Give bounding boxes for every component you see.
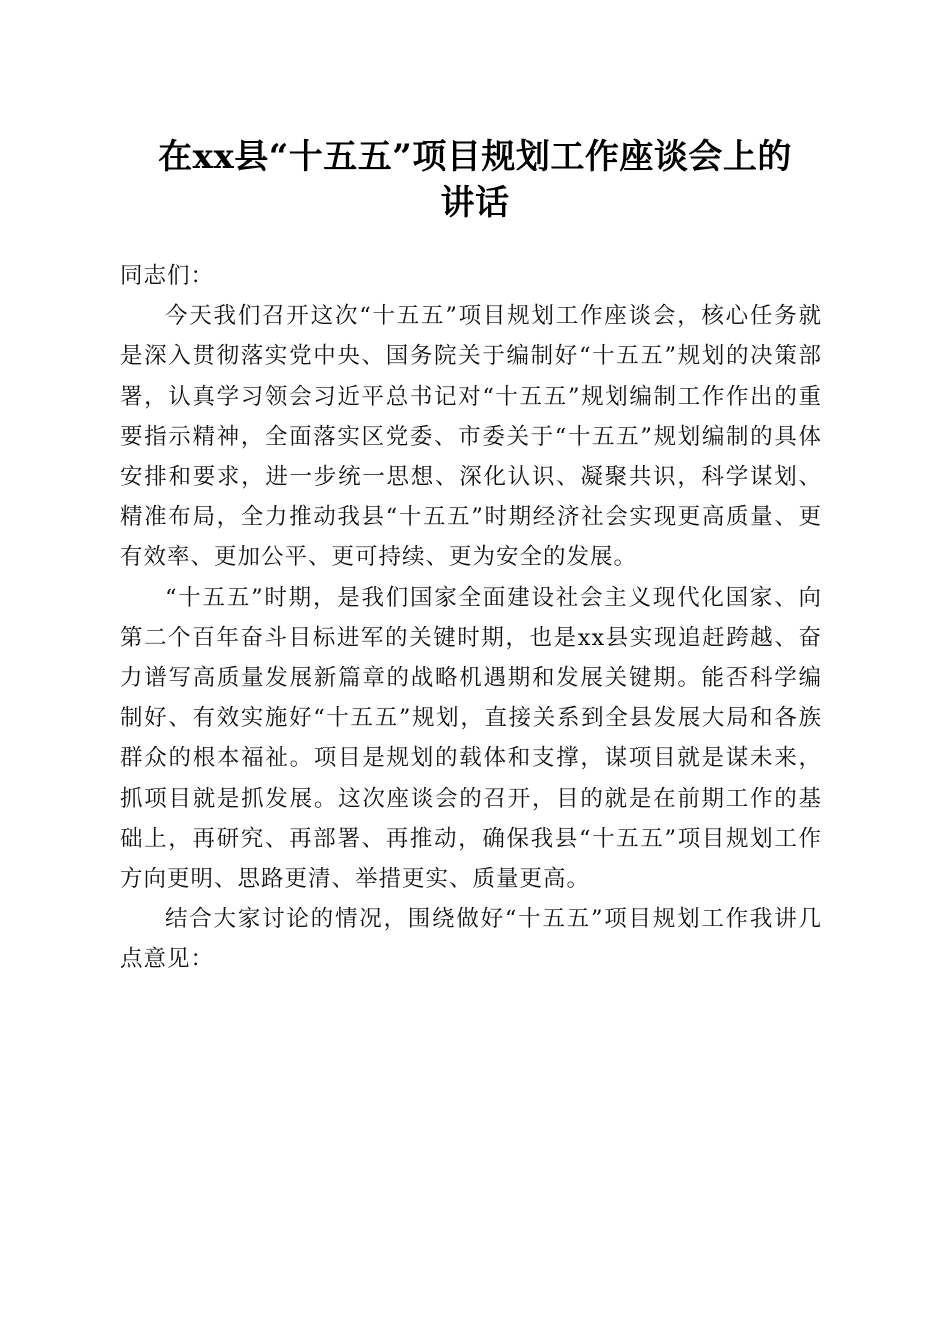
title-line-1: 在xx县“十五五”项目规划工作座谈会上的 [158,137,792,177]
document-body [120,256,822,980]
paragraph-1: 今天我们召开这次“十五五”项目规划工作座谈会，核心任务就是深入贯彻落实党中央、国务院关于编制好“十五五”规划的决策部署，认真学习领会习近平总书记对“十五五”规划编制工作作出的重要指示精神，全面落实区党委、市委关于“十五五”规划编制的具体安排和要求，进一步统一思想、深化认识、凝聚共识，科学谋划、精准布局，全力推动我县“十五五”时期经济社会实现更高质量、更有效率、更加公平、更可持续、更为安全的发展。 [120,303,822,571]
document-title [110,134,840,226]
salutation: 同志们： [120,263,215,289]
title-line-2: 讲话 [440,183,510,223]
paragraph-3: 结合大家讨论的情况，围绕做好“十五五”项目规划工作我讲几点意见： [120,906,822,973]
paragraph-2: “十五五”时期，是我们国家全面建设社会主义现代化国家、向第二个百年奋斗目标进军的关键时期，也是xx县实现追赶跨越、奋力谱写高质量发展新篇章的战略机遇期和发展关键期。能否科学编制好、有效实施好“十五五”规划，直接关系到全县发展大局和各族群众的根本福祉。项目是规划的载体和支撑，谋项目就是谋未来，抓项目就是抓发展。这次座谈会的召开，目的就是在前期工作的基础上，再研究、再部署、再推动，确保我县“十五五”项目规划工作方向更明、思路更清、举措更实、质量更高。 [120,584,822,893]
